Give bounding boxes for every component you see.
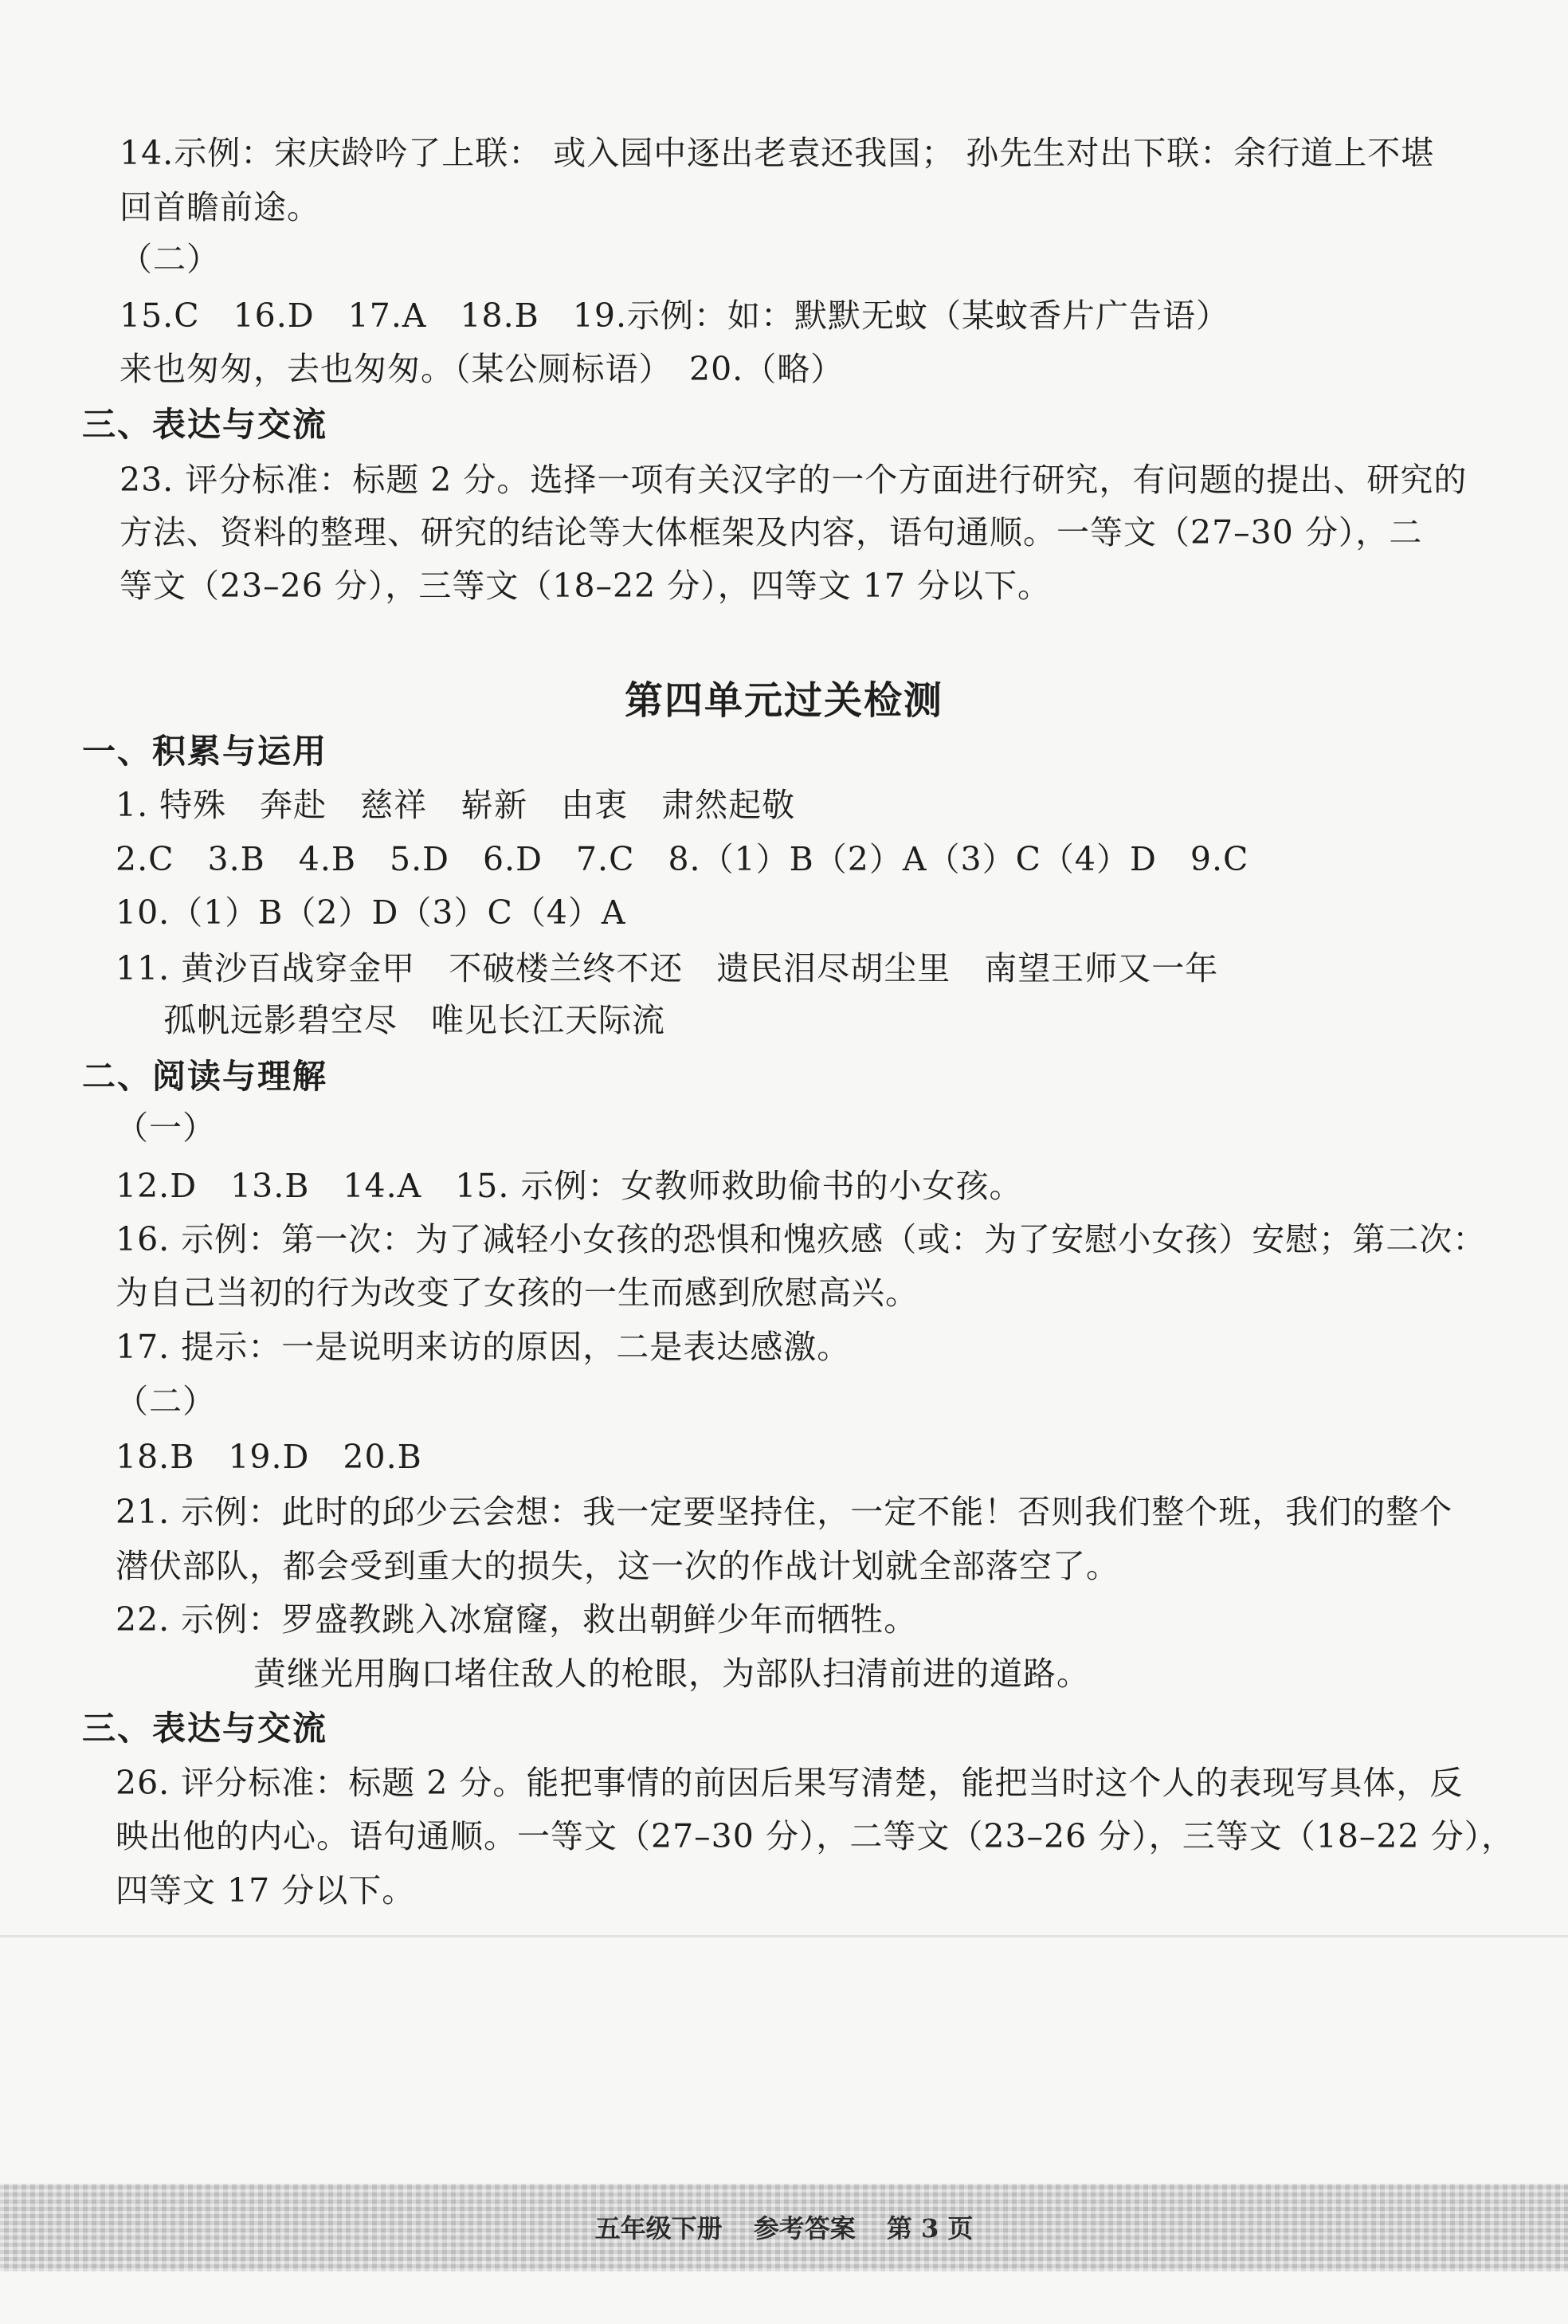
page-footer — [0, 2213, 1568, 2244]
q16-answer-line2: 为自己当初的行为改变了女孩的一生而感到欣慰高兴。 — [116, 1274, 919, 1312]
q10-answer: 10.（1）B（2）D（3）C（4）A — [116, 893, 626, 932]
section-heading-expression: 三、表达与交流 — [82, 405, 328, 444]
q14-answer-line1: 14.示例：宋庆龄吟了上联： 或入园中逐出老袁还我国； 孙先生对出下联：余行道上不堪 — [120, 134, 1435, 172]
q11-answer-line1: 11. 黄沙百战穿金甲 不破楼兰终不还 遗民泪尽胡尘里 南望王师又一年 — [116, 949, 1219, 987]
q19-20-answers: 来也匆匆，去也匆匆。（某公厕标语） 20.（略） — [120, 350, 845, 388]
q18-20-answers: 18.B 19.D 20.B — [116, 1438, 422, 1476]
q16-answer-line1: 16. 示例：第一次：为了减轻小女孩的恐惧和愧疚感（或：为了安慰小女孩）安慰；第二次： — [116, 1220, 1487, 1258]
q26-answer-line3: 四等文 17 分以下。 — [116, 1871, 416, 1910]
q2-9-answers: 2.C 3.B 4.B 5.D 6.D 7.C 8.（1）B（2）A（3）C（4）D 9.C — [116, 840, 1249, 878]
q26-answer-line2: 映出他的内心。语句通顺。一等文（27–30 分），二等文（23–26 分），三等文（18–22 分）， — [116, 1817, 1515, 1855]
q21-answer-line1: 21. 示例：此时的邱少云会想：我一定要坚持住，一定不能！否则我们整个班，我们的整个 — [116, 1493, 1453, 1531]
section-heading-expression-unit4: 三、表达与交流 — [82, 1709, 328, 1748]
q17-answer: 17. 提示：一是说明来访的原因，二是表达感激。 — [116, 1328, 851, 1366]
footer-label: 参考答案 — [753, 2213, 856, 2244]
q1-answer: 1. 特殊 奔赴 慈祥 崭新 由衷 肃然起敬 — [116, 786, 796, 824]
q15-19-answers: 15.C 16.D 17.A 18.B 19.示例：如：默默无蚊（某蚊香片广告语） — [120, 296, 1229, 335]
page-divider — [0, 1935, 1568, 1937]
q21-answer-line2: 潜伏部队，都会受到重大的损失，这一次的作战计划就全部落空了。 — [116, 1547, 1119, 1585]
reading-part2-label: （二） — [120, 240, 220, 278]
unit4-title: 第四单元过关检测 — [624, 678, 943, 723]
q23-answer-line3: 等文（23–26 分），三等文（18–22 分），四等文 17 分以下。 — [120, 567, 1051, 605]
footer-page-number: 第 3 页 — [886, 2213, 974, 2244]
q11-answer-line2: 孤帆远影碧空尽 唯见长江天际流 — [163, 1001, 665, 1039]
footer-grade: 五年级下册 — [594, 2213, 723, 2244]
q23-answer-line2: 方法、资料的整理、研究的结论等大体框架及内容，语句通顺。一等文（27–30 分），二 — [120, 513, 1423, 552]
q12-15-answers: 12.D 13.B 14.A 15. 示例：女教师救助偷书的小女孩。 — [116, 1167, 1023, 1205]
q14-answer-line2: 回首瞻前途。 — [120, 188, 320, 226]
q23-answer-line1: 23. 评分标准：标题 2 分。选择一项有关汉字的一个方面进行研究，有问题的提出、研究的 — [120, 461, 1468, 499]
reading-part1-label: （一） — [116, 1109, 216, 1147]
q26-answer-line1: 26. 评分标准：标题 2 分。能把事情的前因后果写清楚，能把当时这个人的表现写具体，反 — [116, 1764, 1464, 1802]
q22-answer-line2: 黄继光用胸口堵住敌人的枪眼，为部队扫清前进的道路。 — [253, 1655, 1090, 1693]
section-heading-reading: 二、阅读与理解 — [82, 1057, 328, 1096]
reading-part2-label: （二） — [116, 1382, 216, 1420]
q22-answer-line1: 22. 示例：罗盛教跳入冰窟窿，救出朝鲜少年而牺牲。 — [116, 1600, 918, 1639]
section-heading-accumulation: 一、积累与运用 — [82, 732, 328, 771]
